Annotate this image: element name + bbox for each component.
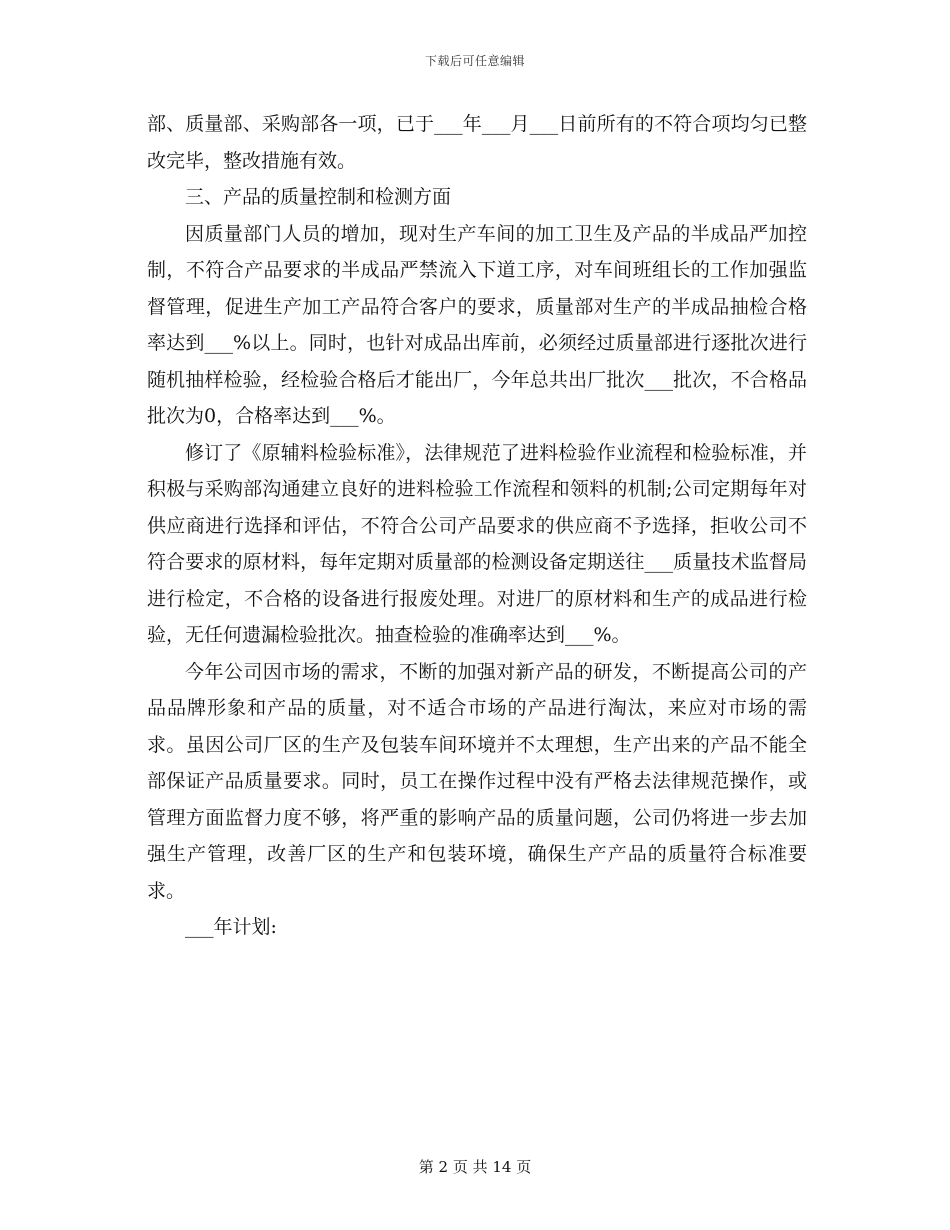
- paragraph-1: 部、质量部、采购部各一项，已于___年___月___日前所有的不符合项均匀已整改完毕，整改措施有效。: [147, 113, 807, 172]
- page-header-note: 下载后可任意编辑: [424, 54, 525, 68]
- page-number: 第 2 页 共 14 页: [418, 1158, 532, 1176]
- paragraph-inspection-standard: 修订了《原辅料检验标准》，法律规范了进料检验作业流程和检验标准，并积极与采购部沟通建立良好的进料检验工作流程和领料的机制;公司定期每年对供应商进行选择和评估，不符合公司产品要求的供应商不予选择，拒收公司不符合要求的原材料，每年定期对质量部的检测设备定期送往___质量技术监督局进行检定，不合格的设备进行报废处理。对进厂的原材料和生产的成品进行检验，无任何遗漏检验批次。抽查检验的准确率达到___%。: [147, 441, 807, 646]
- section-heading-3: 三、产品的质量控制和检测方面: [185, 186, 452, 208]
- paragraph-quality-control: 因质量部门人员的增加，现对生产车间的加工卫生及产品的半成品严加控制，不符合产品要求的半成品严禁流入下道工序，对车间班组长的工作加强监督管理，促进生产加工产品符合客户的要求，质量部对生产的半成品抽检合格率达到___%以上。同时，也针对成品出库前，必须经过质量部进行逐批次进行随机抽样检验，经检验合格后才能出厂，今年总共出厂批次___批次，不合格品批次为0，合格率达到___%。: [147, 222, 807, 427]
- paragraph-year-plan: ___年计划:: [185, 916, 277, 938]
- document-body: [147, 106, 807, 946]
- paragraph-market-demand: 今年公司因市场的需求，不断的加强对新产品的研发，不断提高公司的产品品牌形象和产品的质量，对不适合市场的产品进行淘汰，来应对市场的需求。虽因公司厂区的生产及包装车间环境并不太理想，生产出来的产品不能全部保证产品质量要求。同时，员工在操作过程中没有严格去法律规范操作，或管理方面监督力度不够，将严重的影响产品的质量问题，公司仍将进一步去加强生产管理，改善厂区的生产和包装环境，确保生产产品的质量符合标准要求。: [147, 660, 807, 902]
